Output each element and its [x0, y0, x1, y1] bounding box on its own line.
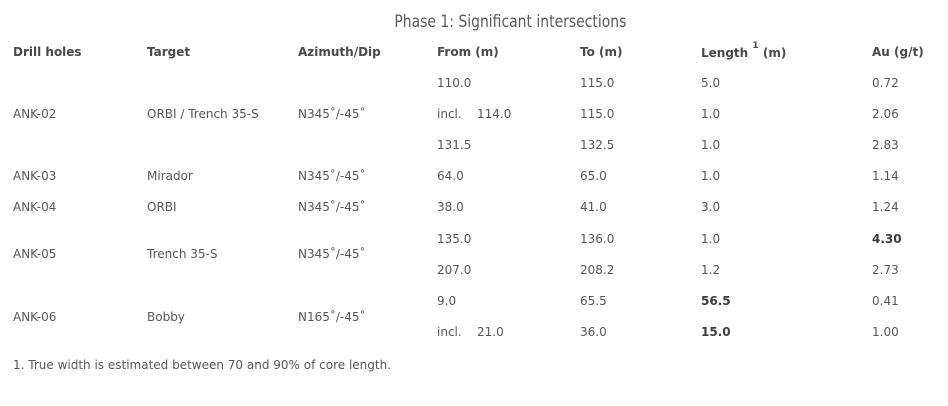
- cell-length: 3.0: [701, 200, 721, 215]
- header-drill-holes: Drill holes: [13, 45, 82, 59]
- cell-azimuth: N165˚/-45˚: [298, 309, 366, 324]
- intersections-table: [0, 37, 948, 348]
- header-length: [701, 37, 872, 67]
- cell-to: 65.5: [580, 293, 607, 308]
- cell-from-value: 21.0: [477, 325, 504, 340]
- table-title: Phase 1: Significant intersections: [394, 12, 627, 32]
- table-body: [0, 67, 948, 348]
- table-row: [0, 129, 948, 160]
- cell-from: [437, 98, 580, 129]
- cell-au: 4.30: [872, 231, 902, 246]
- cell-target: Mirador: [147, 169, 193, 184]
- cell-from: 64.0: [437, 169, 464, 184]
- incl-label: incl.: [437, 325, 462, 340]
- cell-length: 1.0: [701, 231, 721, 246]
- table-row: [0, 98, 948, 129]
- cell-au: 1.00: [872, 325, 899, 340]
- cell-to: 41.0: [580, 200, 607, 215]
- header-length-footnote-mark: 1: [752, 40, 759, 51]
- cell-to: 65.0: [580, 169, 607, 184]
- cell-target: Bobby: [147, 309, 185, 324]
- cell-azimuth: N345˚/-45˚: [298, 106, 366, 121]
- cell-length: 5.0: [701, 75, 721, 90]
- cell-target: [147, 129, 298, 160]
- cell-au: 0.41: [872, 293, 899, 308]
- header-from: From (m): [437, 45, 499, 59]
- cell-target: ORBI: [147, 200, 177, 215]
- cell-from: 110.0: [437, 75, 472, 90]
- header-azimuth: Azimuth/Dip: [298, 45, 381, 59]
- cell-hole: [0, 67, 147, 98]
- table-row: [0, 161, 948, 192]
- cell-to: 115.0: [580, 106, 615, 121]
- header-au: Au (g/t): [872, 45, 924, 59]
- cell-target: [147, 67, 298, 98]
- cell-to: 115.0: [580, 75, 615, 90]
- cell-hole: ANK-05: [13, 247, 57, 262]
- incl-label: incl.: [437, 106, 462, 121]
- cell-hole: [0, 129, 147, 160]
- cell-to: 136.0: [580, 231, 615, 246]
- cell-length: 1.0: [701, 169, 721, 184]
- cell-to: 132.5: [580, 137, 615, 152]
- header-length-unit: (m): [762, 45, 787, 60]
- cell-au: 2.83: [872, 137, 899, 152]
- footnote: 1. True width is estimated between 70 and 90% of core length.: [13, 358, 392, 372]
- cell-length: 56.5: [701, 293, 731, 308]
- cell-from: 9.0: [437, 293, 457, 308]
- table-row: [0, 67, 948, 98]
- header-row: [0, 37, 948, 67]
- cell-to: 36.0: [580, 325, 607, 340]
- cell-azimuth: [298, 67, 437, 98]
- table-row: [0, 192, 948, 223]
- cell-au: 1.14: [872, 169, 899, 184]
- cell-hole: ANK-06: [13, 309, 57, 324]
- cell-length: 1.0: [701, 137, 721, 152]
- cell-from-value: 114.0: [477, 106, 512, 121]
- header-length-label: Length: [701, 45, 749, 60]
- header-target: Target: [147, 45, 191, 59]
- table-row: [0, 285, 948, 316]
- cell-au: 0.72: [872, 75, 899, 90]
- cell-hole: ANK-04: [13, 200, 57, 215]
- cell-azimuth: N345˚/-45˚: [298, 247, 366, 262]
- cell-from: 135.0: [437, 231, 472, 246]
- cell-length: 15.0: [701, 325, 731, 340]
- cell-from: 131.5: [437, 137, 472, 152]
- cell-hole: ANK-02: [13, 106, 57, 121]
- cell-from: [437, 317, 580, 348]
- cell-target: Trench 35-S: [147, 247, 218, 262]
- cell-hole: ANK-03: [13, 169, 57, 184]
- table-row: [0, 223, 948, 254]
- cell-au: 2.73: [872, 262, 899, 277]
- cell-azimuth: [298, 129, 437, 160]
- cell-from: 38.0: [437, 200, 464, 215]
- cell-from: 207.0: [437, 262, 472, 277]
- cell-length: 1.2: [701, 262, 721, 277]
- cell-azimuth: N345˚/-45˚: [298, 200, 366, 215]
- header-to: To (m): [580, 45, 623, 59]
- cell-au: 1.24: [872, 200, 899, 215]
- cell-au: 2.06: [872, 106, 899, 121]
- cell-length: 1.0: [701, 106, 721, 121]
- cell-target: ORBI / Trench 35-S: [147, 106, 259, 121]
- cell-to: 208.2: [580, 262, 615, 277]
- cell-azimuth: N345˚/-45˚: [298, 169, 366, 184]
